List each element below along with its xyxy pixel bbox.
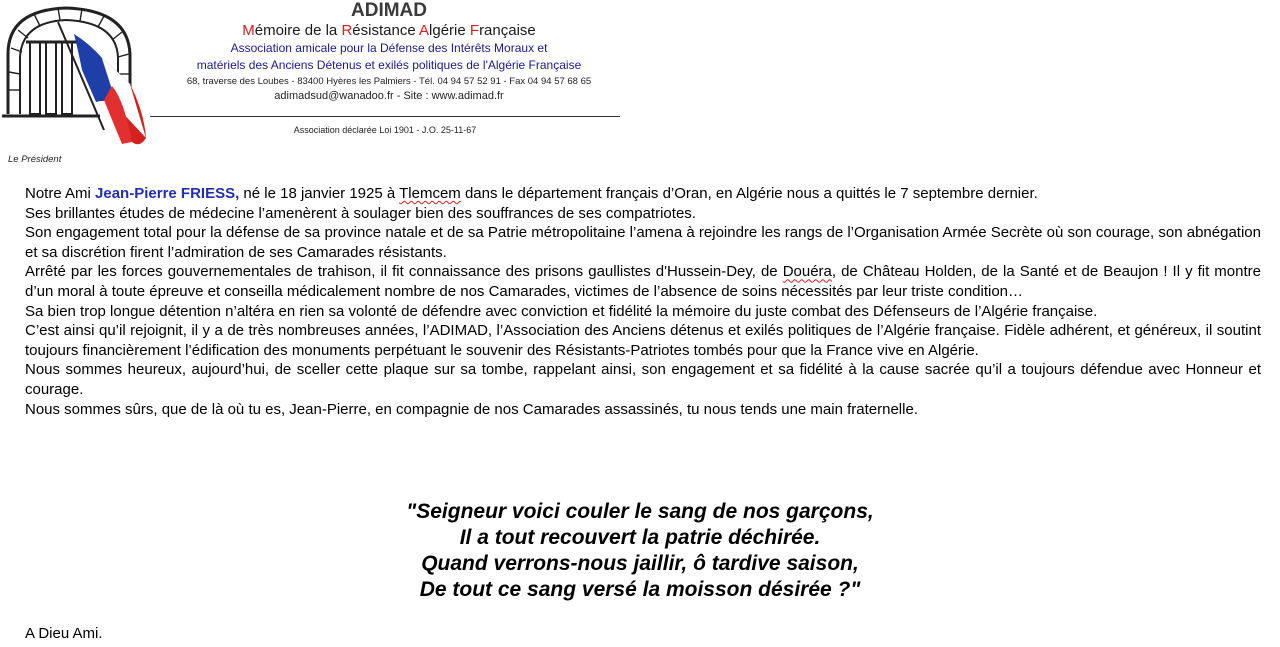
poem-line: Quand verrons-nous jaillir, ô tardive saison, [421,552,859,575]
letter-body [25,184,1261,419]
deceased-name: Jean-Pierre FRIESS, [95,185,240,202]
association-declaration: Association déclarée Loi 1901 - J.O. 25-11-67 [293,125,477,135]
paragraph-6: C’est ainsi qu’il rejoignit, il y a de très nombreuses années, l’ADIMAD, l’Association des Anciens détenus et exilés politiques de l’Algérie française. Fidèle adhérent, et généreux, il soutint toujours financièrement l’édification des monuments perpétuant le souvenir des Résistants-Patriotes tombés pour que la France vive en Algérie. [25,322,1261,359]
letterhead [158,0,620,103]
org-address: 68, traverse des Loubes - 83400 Hyères les Palmiers - Tél. 04 94 57 52 91 - Fax 04 94 57 68 65 [186,76,592,87]
paragraph-5: Sa bien trop longue détention n’altéra en rien sa volonté de défendre avec conviction et fidélité la mémoire du juste combat des Défenseurs de l’Algérie française. [25,302,1098,320]
poem-line: Il a tout recouvert la patrie déchirée. [459,526,821,549]
poem-line: De tout ce sang versé la moisson désirée ?" [419,578,861,601]
closing-salutation: A Dieu Ami. [25,625,103,642]
adimad-logo [0,2,152,150]
paragraph-3: Son engagement total pour la défense de sa province natale et de sa Patrie métropolitaine l’amena à rejoindre les rangs de l’Organisation Armée Secrète où son courage, son abnégation et sa discrétion firent l’admiration de ses Camarades résistants. [25,224,1261,261]
org-name: ADIMAD [351,0,427,21]
org-contact: adimadsud@wanadoo.fr - Site : www.adimad.fr [274,90,504,102]
poem-quote [0,499,1280,603]
org-full-title: Mémoire de la Résistance Algérie Française [242,22,536,39]
paragraph-4: Arrêté par les forces gouvernementales de trahison, il fit connaissance des prisons gaullistes d'Hussein-Dey, de Douéra, de Château Holden, de la Santé et de Beaujon ! Il y fit montre d’un moral à toute épreuve et conseilla médicalement nombre de nos Camarades, victimes de l’absence de soins nécessités par leur triste condition… [25,263,1261,300]
paragraph-8: Nous sommes sûrs, que de là où tu es, Jean-Pierre, en compagnie de nos Camarades assassinés, tu nous tends une main fraternelle. [25,400,918,418]
poem-line: "Seigneur voici couler le sang de nos garçons, [406,500,874,523]
org-subtitle-line1: Association amicale pour la Défense des Intérêts Moraux et [230,41,548,55]
org-subtitle-line2: matériels des Anciens Détenus et exilés politiques de l'Algérie Française [196,58,582,72]
city-name: Tlemcem [399,185,461,202]
paragraph-2: Ses brillantes études de médecine l’amenèrent à soulager bien des souffrances de ses compatriotes. [25,204,696,222]
signature-role: Le Président [8,154,62,165]
place-name: Douéra [782,263,832,281]
paragraph-1: Notre Ami Jean-Pierre FRIESS, né le 18 janvier 1925 à Tlemcem dans le département français d’Oran, en Algérie nous a quittés le 7 septembre dernier. [25,185,1038,202]
header-divider [150,116,620,117]
paragraph-7: Nous sommes heureux, aujourd’hui, de sceller cette plaque sur sa tombe, rappelant ainsi, son engagement et sa fidélité à la cause sacrée qu’il a toujours défendue avec Honneur et courage. [25,361,1261,398]
